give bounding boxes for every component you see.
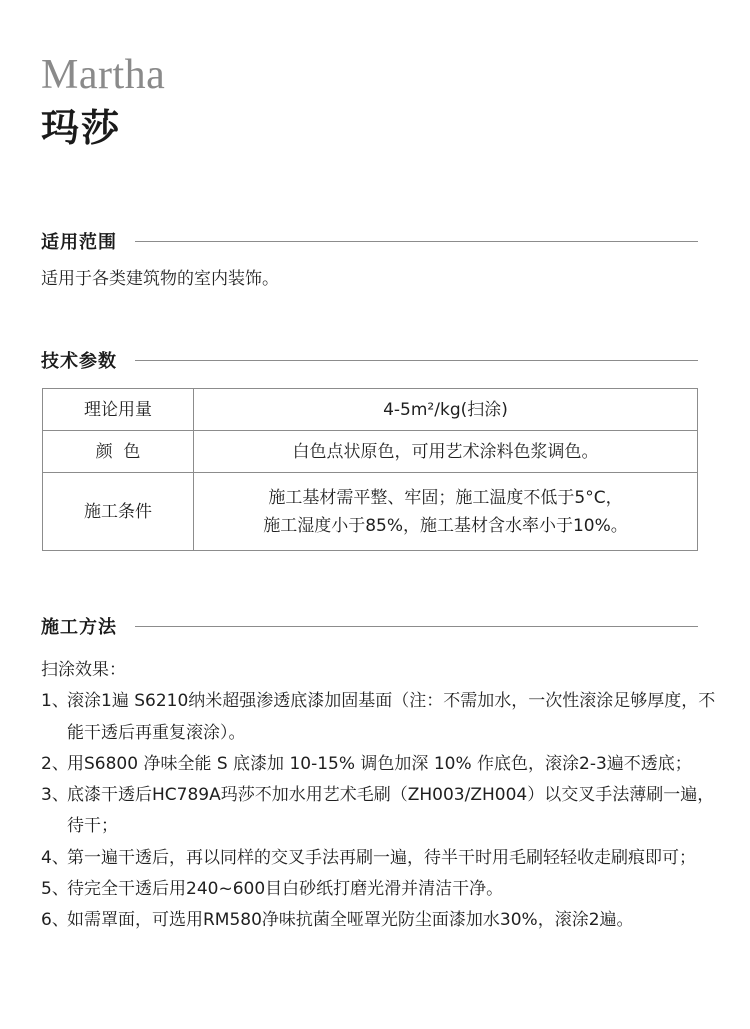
title-chinese: 玛莎: [41, 106, 122, 150]
section-scope-header: [41, 227, 698, 255]
step-number: 5、: [41, 879, 69, 900]
table-row: [43, 473, 698, 551]
section-divider: [135, 360, 698, 361]
section-specs-header: [41, 346, 698, 374]
spec-value-conditions: [194, 473, 698, 551]
section-divider: [135, 626, 698, 627]
scope-text: 适用于各类建筑物的室内装饰。: [41, 269, 279, 289]
step-text: 如需罩面，可选用RM580净味抗菌全哑罩光防尘面漆加水30%，滚涂2遍。: [67, 910, 634, 931]
section-scope-heading: 适用范围: [41, 232, 117, 253]
list-item: [41, 686, 721, 749]
step-text: 待完全干透后用240~600目白砂纸打磨光滑并清洁干净。: [67, 879, 504, 900]
spec-value-color: [194, 431, 698, 473]
step-number: 2、: [41, 753, 69, 774]
step-text: 滚涂1遍 S6210纳米超强渗透底漆加固基面（注：不需加水，一次性滚涂足够厚度，不能干透后再重复滚涂）。: [67, 691, 716, 743]
spec-label-color: 颜 色: [43, 431, 194, 473]
step-text: 底漆干透后HC789A玛莎不加水用艺术毛刷（ZH003/ZH004）以交叉手法薄刷一遍，待干；: [67, 785, 715, 837]
section-method-header: [41, 612, 698, 640]
list-item: [41, 843, 721, 874]
list-item: [41, 780, 721, 843]
step-text: 第一遍干透后，再以同样的交叉手法再刷一遍，待半干时用毛刷轻轻收走刷痕即可；: [67, 847, 696, 868]
title-english: Martha: [41, 52, 166, 98]
step-number: 1、: [41, 691, 69, 712]
list-item: [41, 749, 721, 780]
method-steps: [41, 655, 721, 937]
method-intro: 扫涂效果：: [41, 660, 126, 680]
section-divider: [135, 241, 698, 242]
spec-value-usage: [194, 389, 698, 431]
table-row: [43, 389, 698, 431]
section-method-heading: 施工方法: [41, 617, 117, 638]
step-number: 6、: [41, 910, 69, 931]
list-item: [41, 874, 721, 905]
spec-value-line: 施工湿度小于85%，施工基材含水率小于10%。: [263, 515, 628, 536]
spec-table: [42, 388, 698, 551]
step-number: 3、: [41, 785, 69, 806]
section-specs-heading: 技术参数: [41, 351, 117, 372]
spec-value-line: 白色点状原色，可用艺术涂料色浆调色。: [292, 441, 599, 462]
list-item: [41, 905, 721, 936]
spec-value-line: 施工基材需平整、牢固；施工温度不低于5°C，: [268, 487, 623, 508]
spec-label-usage: 理论用量: [43, 389, 194, 431]
step-text: 用S6800 净味全能 S 底漆加 10-15% 调色加深 10% 作底色，滚涂2-3遍不透底；: [67, 753, 692, 774]
spec-label-conditions: 施工条件: [43, 473, 194, 551]
step-number: 4、: [41, 847, 69, 868]
table-row: [43, 431, 698, 473]
spec-value-line: 4-5m²/kg(扫涂): [383, 399, 508, 420]
